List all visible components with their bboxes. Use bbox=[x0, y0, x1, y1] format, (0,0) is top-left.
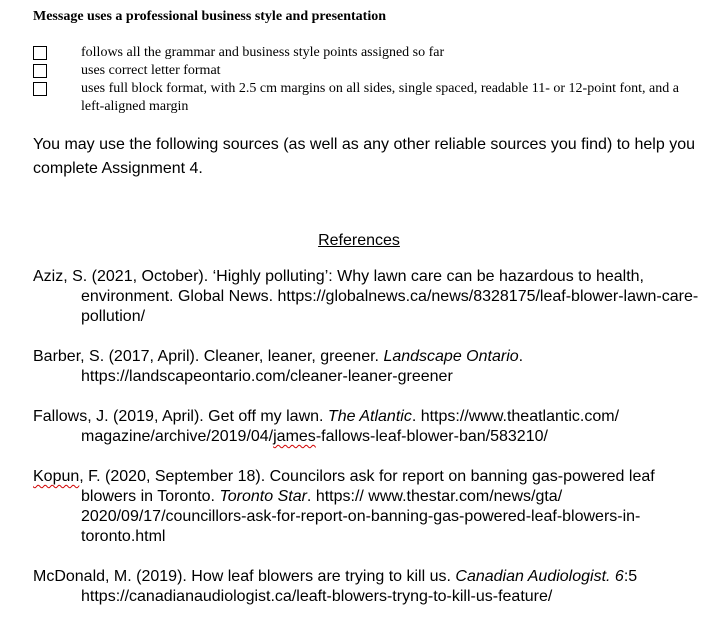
spellcheck-flagged-word[interactable]: Kopun bbox=[33, 468, 80, 485]
rubric-title: Message uses a professional business style and presentation bbox=[33, 9, 387, 24]
checklist-item bbox=[33, 62, 703, 80]
checkbox[interactable] bbox=[33, 82, 47, 96]
reference-entry bbox=[33, 267, 708, 327]
checkbox[interactable] bbox=[33, 46, 47, 60]
reference-entry bbox=[33, 347, 708, 387]
checklist-item-label: uses correct letter format bbox=[81, 63, 221, 78]
references-heading bbox=[0, 230, 718, 252]
reference-entry bbox=[33, 407, 708, 447]
reference-text: . https://landscapeontario.com/cleaner-leaner-greener bbox=[81, 348, 524, 385]
reference-text: . https:// www.thestar.com/news/gta/ 2020/09/17/councillors-ask-for-report-on-banning-gas-powered-leaf-blowers-in-toronto.html bbox=[81, 488, 641, 545]
reference-text: McDonald, M. (2019). How leaf blowers are trying to kill us. bbox=[33, 568, 456, 585]
intro-paragraph: You may use the following sources (as well as any other reliable sources you find) to help you complete Assignment 4. bbox=[33, 136, 695, 177]
reference-text: Fallows, J. (2019, April). Get off my lawn. bbox=[33, 408, 328, 425]
checklist-item-label: uses full block format, with 2.5 cm margins on all sides, single spaced, readable 11- or 12-point font, and a left-aligned margin bbox=[81, 81, 679, 114]
rubric-checklist bbox=[33, 44, 703, 116]
spellcheck-flagged-word[interactable]: james bbox=[273, 428, 316, 445]
reference-source: The Atlantic bbox=[327, 408, 412, 425]
reference-text: -fallows-leaf-blower-ban/583210/ bbox=[315, 428, 548, 445]
reference-text: Aziz, S. (2021, October). ‘Highly polluting’: Why lawn care can be hazardous to health, environment. Global News. https://globalnews.ca/news/8328175/leaf-blower-lawn-care-pollution/ bbox=[33, 268, 699, 325]
checklist-item bbox=[33, 44, 703, 62]
reference-text: Barber, S. (2017, April). Cleaner, leaner, greener. bbox=[33, 348, 384, 365]
reference-entry bbox=[33, 467, 708, 547]
reference-text: :5 https://canadianaudiologist.ca/leaft-blowers-tryng-to-kill-us-feature/ bbox=[81, 568, 638, 605]
reference-text: , F. (2020, September 18). Councilors ask for report on banning gas-powered leaf blowers in Toronto. bbox=[79, 468, 655, 505]
checkbox[interactable] bbox=[33, 64, 47, 78]
checklist-item bbox=[33, 80, 703, 116]
checklist-item-label: follows all the grammar and business style points assigned so far bbox=[81, 45, 445, 60]
reference-source: Landscape Ontario bbox=[383, 348, 519, 365]
reference-source: Canadian Audiologist. 6 bbox=[455, 568, 624, 585]
references-heading-text: References bbox=[318, 232, 400, 249]
reference-entry bbox=[33, 567, 708, 607]
reference-text: . https://www.theatlantic.com/ magazine/archive/2019/04/ bbox=[81, 408, 620, 445]
reference-source: Toronto Star bbox=[219, 488, 307, 505]
